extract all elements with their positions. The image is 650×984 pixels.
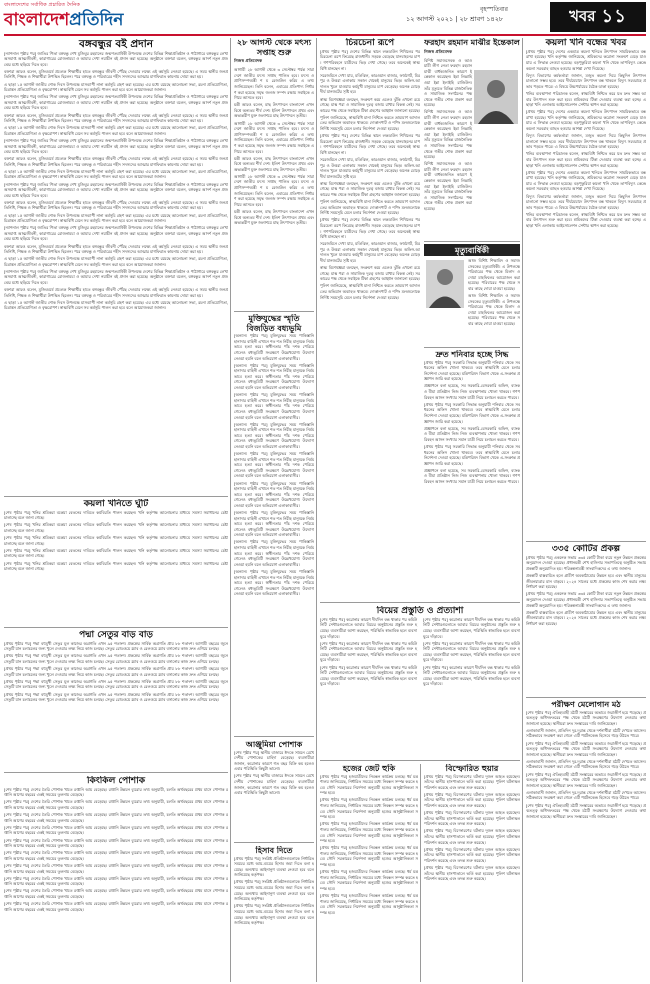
article-body <box>234 333 314 597</box>
paragraph: প্রকল্পটি বাস্তবায়িত হলে গ্রামীণ অবকাঠামোর উন্নয়ন হবে এবং স্থানীয় মানুষের জীবনযাত্রার মান বাড়বে। ২০২৪ সালের মধ্যে প্রকল্পের কাজ শেষ করার লক্ষ্য নির্ধারণ করা হয়েছে। <box>526 609 646 626</box>
headline: আঞ্জুমিয়া পোশাক <box>245 740 303 749</box>
paragraph: [প্রথম পৃষ্ঠার পর] হজযাত্রীদের নিবন্ধন কার্যক্রম চলছে। ধর্ম মন্ত্রণালয় জানিয়েছে, নির্ধারিত সময়ের মধ্যে নিবন্ধন সম্পন্ন করতে হবে। সৌদি সরকারের নির্দেশনা অনুযায়ী হজের আনুষ্ঠানিকতা সম্পন্ন হবে। <box>320 773 418 796</box>
paragraph: আজ বিশিষ্ট শিক্ষাবিদ ও সমাজসেবকের মৃত্যুবার্ষিকী। এ উপলক্ষে পরিবারের পক্ষ থেকে মিলাদ ও দোয়া মাহফিলের আয়োজন করা হয়েছে। পরিবারের পক্ষ থেকে সবার কাছে দোয়া চাওয়া হয়েছে। <box>468 293 520 327</box>
paragraph: [প্রথম পৃষ্ঠার পর] বিস্ফোরণের ঘটনায় দুজন আহত হয়েছেন। তাঁদের স্থানীয় হাসপাতালে ভর্তি করা হয়েছে। পুলিশ ঘটনাস্থল পরিদর্শন করেছে এবং তদন্ত শুরু করেছে। <box>424 865 520 882</box>
paragraph: বিশিষ্ট সমাজসেবক ও আওয়ামী লীগ নেতা ফরহাদ রহমান মাঝী বার্ধক্যজনিত কারণে ইন্তেকাল করেছেন। ইন্না লিল্লাহি ওয়া ইন্না ইলাইহি রাজিউন। তাঁর মৃত্যুতে বিভিন্ন রাজনৈতিক ও সামাজিক সংগঠনের পক্ষ থেকে গভীর শোক প্রকাশ করা হয়েছে। <box>424 109 472 160</box>
paragraph: [শেষ পৃষ্ঠার পর] স্থানীয় বাজারে ঈদকে সামনে রেখে দেশীয় পোশাকের চাহিদা বেড়েছে। ব্যবসায়ীরা জানান, করোনার কারণে গত বছর বিক্রি কম হলেও এবার পরিস্থিতি কিছুটা ভালো। <box>234 749 314 772</box>
paragraph: [প্রথম পৃষ্ঠার পর] হজযাত্রীদের নিবন্ধন কার্যক্রম চলছে। ধর্ম মন্ত্রণালয় জানিয়েছে, নির্ধারিত সময়ের মধ্যে নিবন্ধন সম্পন্ন করতে হবে। সৌদি সরকারের নির্দেশনা অনুযায়ী হজের আনুষ্ঠানিকতা সম্পন্ন হবে। <box>320 845 418 867</box>
article-body <box>424 360 520 485</box>
headline: ফরহাদ রহমান মাঝীর ইন্তেকাল <box>424 38 520 47</box>
headline: বিয়ের প্রস্তুতি ও প্রত্যাশা <box>376 606 464 616</box>
paragraph: [ন্যাশনাল পৃষ্ঠার পর] জাতির পিতা বঙ্গবন্ধু শেখ মুজিবুর রহমানের জন্মশতবার্ষিকী উপলক্ষে দেশের বিভিন্ন শিক্ষাপ্রতিষ্ঠান ও পাঠাগারে বঙ্গবন্ধুর লেখা অসমাপ্ত আত্মজীবনী, কারাগারের রোজনামচা ও আমার দেখা নয়াচীন বই প্রদান করা হয়েছে। অনুষ্ঠানে বক্তারা বলেন, বঙ্গবন্ধুর আদর্শ নতুন প্রজন্মের মধ্যে ছড়িয়ে দিতে হবে। <box>4 94 228 111</box>
anniversary-photo <box>426 260 464 308</box>
article-dress <box>234 740 314 840</box>
divider <box>234 736 314 737</box>
divider <box>424 347 520 348</box>
headline: কয়লা খনি বন্ধের খবর <box>545 38 627 48</box>
paragraph: [প্রথম পৃষ্ঠার পর] দেশের একমাত্র কয়লা খনিতে উৎপাদন সাময়িকভাবে বন্ধ রাখা হয়েছে। খনি কর্তৃপক্ষ জানিয়েছে, শ্রমিকদের করোনা সংক্রমণ বেড়ে যাওয়ায় এ সিদ্ধান্ত নেওয়া হয়েছে। বড়পুকুরিয়া কয়লা খনি থেকে তাপবিদ্যুৎ কেন্দ্রে কয়লা সরবরাহ ব্যাহত হওয়ার আশঙ্কা দেখা দিয়েছে। <box>526 109 646 132</box>
paragraph: পুলিশ জানিয়েছে, স্বাস্থ্যবিধি মানা নিশ্চিত করতে ভ্রাম্যমাণ আদালতের অভিযান অব্যাহত থাকবে। দোকানপাট ও শপিং মলগুলোকে নির্দিষ্ট সময়সূচি মেনে চলার নির্দেশনা দেওয়া হয়েছে। <box>320 283 420 300</box>
headline: হজের জেট হুকি <box>342 764 396 773</box>
article-garments <box>4 776 228 981</box>
paragraph: [প্রথম পৃষ্ঠার পর] পদ্মা বহুমুখী সেতুর মূল কাজের অগ্রগতি এখন ৯৫ শতাংশ। প্রকল্পের সার্বিক অগ্রগতি প্রায় ৮৮ শতাংশ। আগামী বছরের জুনে সেতুটি যান চলাচলের জন্য খুলে দেওয়ার লক্ষ্য নিয়ে কাজ চলছে। সেতুর রোডওয়ে স্ল্যাব ও রেলওয়ে স্ল্যাব বসানোর কাজ দ্রুত এগিয়ে চলছে। <box>4 666 228 677</box>
paragraph: [প্রথম পৃষ্ঠার পর] সংশ্লিষ্ট প্রতিষ্ঠানগুলোকে নির্ধারিত সময়ের মধ্যে আয়-ব্যয়ের হিসাব জমা দিতে বলা হয়েছে। অন্যথায় আইনানুগ ব্যবস্থা নেওয়া হবে বলে জানিয়েছে কর্তৃপক্ষ। <box>234 855 314 878</box>
paragraph: [প্রথম পৃষ্ঠার পর] দেশের একমাত্র কয়লা খনিতে উৎপাদন সাময়িকভাবে বন্ধ রাখা হয়েছে। খনি কর্তৃপক্ষ জানিয়েছে, শ্রমিকদের করোনা সংক্রমণ বেড়ে যাওয়ায় এ সিদ্ধান্ত নেওয়া হয়েছে। বড়পুকুরিয়া কয়লা খনি থেকে তাপবিদ্যুৎ কেন্দ্রে কয়লা সরবরাহ ব্যাহত হওয়ার আশঙ্কা দেখা দিয়েছে। <box>526 48 646 71</box>
article-monastery <box>526 700 646 982</box>
paragraph: প্রকল্পটি বাস্তবায়িত হলে গ্রামীণ অবকাঠামোর উন্নয়ন হবে এবং স্থানীয় মানুষের জীবনযাত্রার মান বাড়বে। ২০২৪ সালের মধ্যে প্রকল্পের কাজ শেষ করার লক্ষ্য নির্ধারণ করা হয়েছে। <box>526 573 646 590</box>
paragraph: স্বাস্থ্য বিশেষজ্ঞরা বলছেন, সংক্রমণ কমে এলেও ঝুঁকি এখনো রয়ে গেছে। মাস্ক পরা ও সামাজিক দূরত্ব বজায় রাখার বিকল্প নেই। সরকারের পক্ষ থেকে সবাইকে টিকা গ্রহণের আহ্বান জানানো হয়েছে। <box>320 180 420 198</box>
masthead <box>4 2 646 34</box>
paragraph: [শেষ পৃষ্ঠার পর] দেশের তৈরি পোশাক খাতে রপ্তানি আয় বেড়েছে। রপ্তানি উন্নয়ন ব্যুরোর তথ্য অনুযায়ী, চলতি অর্থবছরের প্রথম মাসে পোশাক রপ্তানি আগের বছরের একই সময়ের তুলনায় বেড়েছে। <box>4 824 228 836</box>
article-body <box>526 710 646 820</box>
column-divider <box>230 38 231 982</box>
paragraph: [শেষ পৃষ্ঠার পর] করোনার কারণে দীর্ঘদিন বন্ধ থাকার পর কমিউনিটি সেন্টারগুলোতে আবার বিয়ের অনুষ্ঠানের প্রস্তুতি শুরু হয়েছে। ব্যবসায়ীরা আশা করছেন, পরিস্থিতি স্বাভাবিক হলে ব্যবসা ঘুরে দাঁড়াবে। <box>423 616 520 639</box>
divider <box>234 311 314 312</box>
paragraph: এলাকাবাসী জানান, প্রতিদিন দূর-দূরান্ত থেকে দর্শনার্থীরা মঠটি দেখতে আসেন। সঠিকভাবে সংরক্ষণ করা গেলে এটি পর্যটনকেন্দ্র হিসেবে গড়ে উঠতে পারে। <box>526 727 646 739</box>
paragraph: আগামী ২৮ আগস্ট থেকে ৩ সেপ্টেম্বর পর্যন্ত সারা দেশে জাতীয় মৎস্য সপ্তাহ পালিত হবে। মৎস্য ও প্রাণিসম্পদমন্ত্রী শ ম রেজাউল করিম এ তথ্য জানিয়েছেন। তিনি বলেন, এবারের প্রতিপাদ্য নির্ধারণ করা হয়েছে সমৃদ্ধ জলজ সম্পদ রক্ষায় সবাইকে এগিয়ে আসতে হবে। <box>234 67 314 101</box>
section-label <box>550 2 646 32</box>
headline: বিস্ফোরিত হুয়ার <box>445 764 499 773</box>
masthead-rule <box>4 34 646 36</box>
divider <box>234 842 314 843</box>
article-body <box>4 641 228 703</box>
paragraph: [শেষ পৃষ্ঠার পর] স্থানীয় বাজারে ঈদকে সামনে রেখে দেশীয় পোশাকের চাহিদা বেড়েছে। ব্যবসায়ীরা জানান, করোনার কারণে গত বছর বিক্রি কম হলেও এবার পরিস্থিতি কিছুটা ভালো। <box>234 773 314 796</box>
article-body <box>320 774 418 916</box>
divider <box>4 772 228 773</box>
article-project <box>526 544 646 694</box>
paragraph: প্রজ্ঞাপনে বলা হয়েছে, সব সরকারি-বেসরকারি অফিস, ব্যাংক ও বীমা প্রতিষ্ঠান নিজ নিজ ব্যবস্থাপনায় খোলা থাকবে। গণপরিবহন আসন সংখ্যার সমান যাত্রী নিয়ে চলাচল করতে পারবে। <box>424 425 520 442</box>
paragraph: এলাকাবাসী জানান, প্রতিদিন দূর-দূরান্ত থেকে দর্শনার্থীরা মঠটি দেখতে আসেন। সঠিকভাবে সংরক্ষণ করা গেলে এটি পর্যটনকেন্দ্র হিসেবে গড়ে উঠতে পারে। <box>526 758 646 770</box>
portrait-image <box>474 70 518 124</box>
paragraph: [শেষ পৃষ্ঠার পর] দেশের তৈরি পোশাক খাতে রপ্তানি আয় বেড়েছে। রপ্তানি উন্নয়ন ব্যুরোর তথ্য অনুযায়ী, চলতি অর্থবছরের প্রথম মাসে পোশাক রপ্তানি আগের বছরের একই সময়ের তুলনায় বেড়েছে। <box>4 850 228 861</box>
paragraph: [প্রথম পৃষ্ঠার পর] পদ্মা বহুমুখী সেতুর মূল কাজের অগ্রগতি এখন ৯৫ শতাংশ। প্রকল্পের সার্বিক অগ্রগতি প্রায় ৮৮ শতাংশ। আগামী বছরের জুনে সেতুটি যান চলাচলের জন্য খুলে দেওয়ার লক্ষ্য নিয়ে কাজ চলছে। সেতুর রোডওয়ে স্ল্যাব ও রেলওয়ে স্ল্যাব বসানোর কাজ দ্রুত এগিয়ে চলছে। <box>4 691 228 703</box>
paragraph: [শেষ পৃষ্ঠার পর] দেশের তৈরি পোশাক খাতে রপ্তানি আয় বেড়েছে। রপ্তানি উন্নয়ন ব্যুরোর তথ্য অনুযায়ী, চলতি অর্থবছরের প্রথম মাসে পোশাক রপ্তানি আগের বছরের একই সময়ের তুলনায় বেড়েছে। <box>4 812 228 823</box>
paragraph: [ন্যাশনাল পৃষ্ঠার পর] জাতির পিতা বঙ্গবন্ধু শেখ মুজিবুর রহমানের জন্মশতবার্ষিকী উপলক্ষে দেশের বিভিন্ন শিক্ষাপ্রতিষ্ঠান ও পাঠাগারে বঙ্গবন্ধুর লেখা অসমাপ্ত আত্মজীবনী, কারাগারের রোজনামচা ও আমার দেখা নয়াচীন বই প্রদান করা হয়েছে। অনুষ্ঠানে বক্তারা বলেন, বঙ্গবন্ধুর আদর্শ নতুন প্রজন্মের মধ্যে ছড়িয়ে দিতে হবে। <box>4 50 228 67</box>
paragraph: [শেষ পৃষ্ঠার পর] ঐতিহ্যবাহী মঠটি সংস্কারের অভাবে জরাজীর্ণ হয়ে পড়েছে। প্রত্নতত্ত্ব অধিদফতরের পক্ষ থেকে মঠটি সংরক্ষণের উদ্যোগ নেওয়ার কথা জানানো হয়েছে। স্থানীয়রা দ্রুত সংস্কারের দাবি জানিয়েছেন। <box>526 771 646 788</box>
paragraph: [অন্যান্য পৃষ্ঠার পর] মুক্তিযুদ্ধের সময় পাকিস্তানি হানাদার বাহিনী এখানে শত শত নিরীহ মানুষকে নির্মমভাবে হত্যা করে। স্বাধীনতার পাঁচ দশক পেরিয়ে গেলেও বধ্যভূমিটি সংরক্ষণে উল্লেখযোগ্য উদ্যোগ নেওয়া হয়নি বলে অভিযোগ এলাকাবাসীর। <box>234 480 314 508</box>
article-body <box>424 58 472 212</box>
paragraph: [ন্যাশনাল পৃষ্ঠার পর] জাতির পিতা বঙ্গবন্ধু শেখ মুজিবুর রহমানের জন্মশতবার্ষিকী উপলক্ষে দেশের বিভিন্ন শিক্ষাপ্রতিষ্ঠান ও পাঠাগারে বঙ্গবন্ধুর লেখা অসমাপ্ত আত্মজীবনী, কারাগারের রোজনামচা ও আমার দেখা নয়াচীন বই প্রদান করা হয়েছে। অনুষ্ঠানে বক্তারা বলেন, বঙ্গবন্ধুর আদর্শ নতুন প্রজন্মের মধ্যে ছড়িয়ে দিতে হবে। <box>4 225 228 242</box>
section-name: খবর <box>569 6 596 25</box>
paragraph: বক্তারা আরও বলেন, মুজিববর্ষে প্রত্যেক শিক্ষার্থীর হাতে বঙ্গবন্ধুর জীবনী পৌঁছে দেওয়ার লক্ষ্যে এই কর্মসূচি নেওয়া হয়েছে। এ সময় স্থানীয় জনপ্রতিনিধি, শিক্ষক ও শিক্ষার্থীরা উপস্থিত ছিলেন। পরে বঙ্গবন্ধু ও পরিবারের শহীদ সদস্যদের আত্মার মাগফিরাত কামনায় দোয়া করা হয়। <box>4 287 228 298</box>
article-body <box>4 51 228 311</box>
article-body <box>234 750 314 796</box>
paragraph: বিশিষ্ট সমাজসেবক ও আওয়ামী লীগ নেতা ফরহাদ রহমান মাঝী বার্ধক্যজনিত কারণে ইন্তেকাল করেছেন। ইন্না লিল্লাহি ওয়া ইন্না ইলাইহি রাজিউন। তাঁর মৃত্যুতে বিভিন্ন রাজনৈতিক ও সামাজিক সংগঠনের পক্ষ থেকে গভীর শোক প্রকাশ করা হয়েছে। <box>424 57 472 108</box>
article-body <box>320 617 520 689</box>
paragraph: [অন্যান্য পৃষ্ঠার পর] মুক্তিযুদ্ধের সময় পাকিস্তানি হানাদার বাহিনী এখানে শত শত নিরীহ মানুষকে নির্মমভাবে হত্যা করে। স্বাধীনতার পাঁচ দশক পেরিয়ে গেলেও বধ্যভূমিটি সংরক্ষণে উল্লেখযোগ্য উদ্যোগ নেওয়া হয়নি বলে অভিযোগ এলাকাবাসীর। <box>234 539 314 567</box>
paragraph: বিদ্যুৎ বিভাগের কর্মকর্তারা জানান, মজুত কয়লা দিয়ে কিছুদিন উৎপাদন চালানো সম্ভব হবে। তবে দীর্ঘমেয়াদে উৎপাদন বন্ধ থাকলে বিদ্যুৎ সরবরাহে প্রভাব পড়তে পারে। এ বিষয়ে উচ্চপর্যায়ের বৈঠক ডাকা হয়েছে। <box>526 193 646 210</box>
article-familiar-look <box>320 38 420 598</box>
paragraph: [প্রথম পৃষ্ঠার পর] পদ্মা বহুমুখী সেতুর মূল কাজের অগ্রগতি এখন ৯৫ শতাংশ। প্রকল্পের সার্বিক অগ্রগতি প্রায় ৮৮ শতাংশ। আগামী বছরের জুনে সেতুটি যান চলাচলের জন্য খুলে দেওয়ার লক্ষ্য নিয়ে কাজ চলছে। সেতুর রোডওয়ে স্ল্যাব ও রেলওয়ে স্ল্যাব বসানোর কাজ দ্রুত এগিয়ে চলছে। <box>4 678 228 690</box>
divider <box>320 760 520 761</box>
paragraph: প্রজ্ঞাপনে বলা হয়েছে, সব সরকারি-বেসরকারি অফিস, ব্যাংক ও বীমা প্রতিষ্ঠান নিজ নিজ ব্যবস্থাপনায় খোলা থাকবে। গণপরিবহন আসন সংখ্যার সমান যাত্রী নিয়ে চলাচল করতে পারবে। <box>424 467 520 484</box>
headline: চিরচেনা রূপে <box>345 38 395 48</box>
headline: মৃত্যুবার্ষিকী <box>424 244 520 256</box>
paragraph: [প্রথম পৃষ্ঠার পর] পদ্মা বহুমুখী সেতুর মূল কাজের অগ্রগতি এখন ৯৫ শতাংশ। প্রকল্পের সার্বিক অগ্রগতি প্রায় ৮৮ শতাংশ। আগামী বছরের জুনে সেতুটি যান চলাচলের জন্য খুলে দেওয়ার লক্ষ্য নিয়ে কাজ চলছে। সেতুর রোডওয়ে স্ল্যাব ও রেলওয়ে স্ল্যাব বসানোর কাজ দ্রুত এগিয়ে চলছে। <box>4 653 228 665</box>
paragraph: [শেষ পৃষ্ঠার পর] করোনার কারণে দীর্ঘদিন বন্ধ থাকার পর কমিউনিটি সেন্টারগুলোতে আবার বিয়ের অনুষ্ঠানের প্রস্তুতি শুরু হয়েছে। ব্যবসায়ীরা আশা করছেন, পরিস্থিতি স্বাভাবিক হলে ব্যবসা ঘুরে দাঁড়াবে। <box>320 664 417 687</box>
paragraph: স্বাস্থ্য বিশেষজ্ঞরা বলছেন, সংক্রমণ কমে এলেও ঝুঁকি এখনো রয়ে গেছে। মাস্ক পরা ও সামাজিক দূরত্ব বজায় রাখার বিকল্প নেই। সরকারের পক্ষ থেকে সবাইকে টিকা গ্রহণের আহ্বান জানানো হয়েছে। <box>320 265 420 282</box>
paragraph: সরেজমিনে দেখা যায়, মতিঝিল, কারওয়ান বাজার, ফার্মগেট, মিরপুর ও উত্তরা এলাকায় সকাল থেকেই মানুষের ভিড়। অফিস-আদালত খুলে যাওয়ায় কর্মমুখী মানুষের চাপ বেড়েছে। অনেক মোড়ে দীর্ঘ যানজটের সৃষ্টি হয়। <box>320 72 420 95</box>
paragraph: [ন্যাশনাল পৃষ্ঠার পর] জাতির পিতা বঙ্গবন্ধু শেখ মুজিবুর রহমানের জন্মশতবার্ষিকী উপলক্ষে দেশের বিভিন্ন শিক্ষাপ্রতিষ্ঠান ও পাঠাগারে বঙ্গবন্ধুর লেখা অসমাপ্ত আত্মজীবনী, কারাগারের রোজনামচা ও আমার দেখা নয়াচীন বই প্রদান করা হয়েছে। অনুষ্ঠানে বক্তারা বলেন, বঙ্গবন্ধুর আদর্শ নতুন প্রজন্মের মধ্যে ছড়িয়ে দিতে হবে। <box>4 268 228 286</box>
paragraph: মন্ত্রী আরও বলেন, মাছ উৎপাদনে বাংলাদেশ এখন বিশ্বে অন্যতম শীর্ষ দেশ। ইলিশ উৎপাদনে প্রথম এবং অভ্যন্তরীণ মুক্ত জলাশয়ে মাছ উৎপাদনে তৃতীয়। <box>234 102 314 119</box>
paragraph: [শেষ পৃষ্ঠার পর] করোনার কারণে দীর্ঘদিন বন্ধ থাকার পর কমিউনিটি সেন্টারগুলোতে আবার বিয়ের অনুষ্ঠানের প্রস্তুতি শুরু হয়েছে। ব্যবসায়ীরা আশা করছেন, পরিস্থিতি স্বাভাবিক হলে ব্যবসা ঘুরে দাঁড়াবে। <box>423 664 520 687</box>
article-obituary <box>424 38 520 238</box>
paragraph: [প্রথম পৃষ্ঠার পর] বিস্ফোরণের ঘটনায় দুজন আহত হয়েছেন। তাঁদের স্থানীয় হাসপাতালে ভর্তি করা হয়েছে। পুলিশ ঘটনাস্থল পরিদর্শন করেছে এবং তদন্ত শুরু করেছে। <box>424 846 520 863</box>
paragraph: স্বাস্থ্য বিশেষজ্ঞরা বলছেন, সংক্রমণ কমে এলেও ঝুঁকি এখনো রয়ে গেছে। মাস্ক পরা ও সামাজিক দূরত্ব বজায় রাখার বিকল্প নেই। সরকারের পক্ষ থেকে সবাইকে টিকা গ্রহণের আহ্বান জানানো হয়েছে। <box>320 96 420 113</box>
date-line: ১২ আগস্ট ২০২১ | ২৮ শ্রাবণ ১৪২৮ <box>406 15 504 23</box>
paragraph: [অন্যান্য পৃষ্ঠার পর] মুক্তিযুদ্ধের সময় পাকিস্তানি হানাদার বাহিনী এখানে শত শত নিরীহ মানুষকে নির্মমভাবে হত্যা করে। স্বাধীনতার পাঁচ দশক পেরিয়ে গেলেও বধ্যভূমিটি সংরক্ষণে উল্লেখযোগ্য উদ্যোগ নেওয়া হয়নি বলে অভিযোগ এলাকাবাসীর। <box>234 510 314 538</box>
article-body <box>526 555 646 627</box>
byline: নিজস্ব প্রতিবেদক <box>424 48 453 54</box>
paragraph: সরেজমিনে দেখা যায়, মতিঝিল, কারওয়ান বাজার, ফার্মগেট, মিরপুর ও উত্তরা এলাকায় সকাল থেকেই মানুষের ভিড়। অফিস-আদালত খুলে যাওয়ায় কর্মমুখী মানুষের চাপ বেড়েছে। অনেক মোড়ে দীর্ঘ যানজটের সৃষ্টি হয়। <box>320 241 420 264</box>
paragraph: [অন্যান্য পৃষ্ঠার পর] মুক্তিযুদ্ধের সময় পাকিস্তানি হানাদার বাহিনী এখানে শত শত নিরীহ মানুষকে নির্মমভাবে হত্যা করে। স্বাধীনতার পাঁচ দশক পেরিয়ে গেলেও বধ্যভূমিটি সংরক্ষণে উল্লেখযোগ্য উদ্যোগ নেওয়া হয়নি বলে অভিযোগ এলাকাবাসীর। <box>234 568 314 597</box>
paragraph: এ ছাড়া ১৫ আগস্ট জাতীয় শোক দিবস উপলক্ষে মাসব্যাপী নানা কর্মসূচি গ্রহণ করা হয়েছে। এর মধ্যে রয়েছে আলোচনা সভা, রচনা প্রতিযোগিতা, চিত্রাঙ্কন প্রতিযোগিতা ও বৃক্ষরোপণ। স্বাস্থ্যবিধি মেনে সব কর্মসূচি পালন করা হবে বলে আয়োজকরা জানান। <box>4 212 228 224</box>
headline: বঙ্গবন্ধুর বই প্রদান <box>78 38 154 50</box>
column-divider <box>522 38 523 982</box>
paragraph: [শেষ পৃষ্ঠার পর] দেশের তৈরি পোশাক খাতে রপ্তানি আয় বেড়েছে। রপ্তানি উন্নয়ন ব্যুরোর তথ্য অনুযায়ী, চলতি অর্থবছরের প্রথম মাসে পোশাক রপ্তানি আগের বছরের একই সময়ের তুলনায় বেড়েছে। <box>4 888 228 899</box>
paragraph: [প্রথম পৃষ্ঠার পর] দেশের বিভিন্ন স্থানে লকডাউন শিথিলের পর চিরচেনা রূপে ফিরেছে রাজধানী। সড়কে বেড়েছে যানবাহনের চাপ। গণপরিবহনে যাত্রীদের ভিড় দেখা গেছে। তবে অনেকেই স্বাস্থ্যবিধি মানছেন না। <box>320 48 420 71</box>
paragraph: [প্রথম পৃষ্ঠার পর] হজযাত্রীদের নিবন্ধন কার্যক্রম চলছে। ধর্ম মন্ত্রণালয় জানিয়েছে, নির্ধারিত সময়ের মধ্যে নিবন্ধন সম্পন্ন করতে হবে। সৌদি সরকারের নির্দেশনা অনুযায়ী হজের আনুষ্ঠানিকতা সম্পন্ন হবে। <box>320 821 418 844</box>
paragraph: [শেষ পৃষ্ঠার পর] খনির শ্রমিকরা বকেয়া বেতনের দাবিতে কর্মবিরতি পালন করছেন। খনি কর্তৃপক্ষ আলোচনার মাধ্যমে সমস্যা সমাধানের চেষ্টা চালাচ্ছে বলে জানা গেছে। <box>4 509 228 521</box>
newspaper-logo[interactable] <box>4 2 164 30</box>
paragraph: [শেষ পৃষ্ঠার পর] খনির শ্রমিকরা বকেয়া বেতনের দাবিতে কর্মবিরতি পালন করছেন। খনি কর্তৃপক্ষ আলোচনার মাধ্যমে সমস্যা সমাধানের চেষ্টা চালাচ্ছে বলে জানা গেছে। <box>4 547 228 559</box>
portrait-image <box>426 260 464 308</box>
paragraph: [ন্যাশনাল পৃষ্ঠার পর] জাতির পিতা বঙ্গবন্ধু শেখ মুজিবুর রহমানের জন্মশতবার্ষিকী উপলক্ষে দেশের বিভিন্ন শিক্ষাপ্রতিষ্ঠান ও পাঠাগারে বঙ্গবন্ধুর লেখা অসমাপ্ত আত্মজীবনী, কারাগারের রোজনামচা ও আমার দেখা নয়াচীন বই প্রদান করা হয়েছে। অনুষ্ঠানে বক্তারা বলেন, বঙ্গবন্ধুর আদর্শ নতুন প্রজন্মের মধ্যে ছড়িয়ে দিতে হবে। <box>4 137 228 155</box>
paragraph: [শেষ পৃষ্ঠার পর] করোনার কারণে দীর্ঘদিন বন্ধ থাকার পর কমিউনিটি সেন্টারগুলোতে আবার বিয়ের অনুষ্ঠানের প্রস্তুতি শুরু হয়েছে। ব্যবসায়ীরা আশা করছেন, পরিস্থিতি স্বাভাবিক হলে ব্যবসা ঘুরে দাঁড়াবে। <box>423 640 520 663</box>
paragraph: বিদ্যুৎ বিভাগের কর্মকর্তারা জানান, মজুত কয়লা দিয়ে কিছুদিন উৎপাদন চালানো সম্ভব হবে। তবে দীর্ঘমেয়াদে উৎপাদন বন্ধ থাকলে বিদ্যুৎ সরবরাহে প্রভাব পড়তে পারে। এ বিষয়ে উচ্চপর্যায়ের বৈঠক ডাকা হয়েছে। <box>526 133 646 150</box>
paragraph: প্রজ্ঞাপনে বলা হয়েছে, সব সরকারি-বেসরকারি অফিস, ব্যাংক ও বীমা প্রতিষ্ঠান নিজ নিজ ব্যবস্থাপনায় খোলা থাকবে। গণপরিবহন আসন সংখ্যার সমান যাত্রী নিয়ে চলাচল করতে পারবে। <box>424 383 520 400</box>
paragraph: [অন্যান্য পৃষ্ঠার পর] মুক্তিযুদ্ধের সময় পাকিস্তানি হানাদার বাহিনী এখানে শত শত নিরীহ মানুষকে নির্মমভাবে হত্যা করে। স্বাধীনতার পাঁচ দশক পেরিয়ে গেলেও বধ্যভূমিটি সংরক্ষণে উল্লেখযোগ্য উদ্যোগ নেওয়া হয়নি বলে অভিযোগ এলাকাবাসীর। <box>234 421 314 449</box>
headline: পরীক্ষণ মেলোগান মঠ <box>551 700 621 709</box>
paragraph: [শেষ পৃষ্ঠার পর] দেশের তৈরি পোশাক খাতে রপ্তানি আয় বেড়েছে। রপ্তানি উন্নয়ন ব্যুরোর তথ্য অনুযায়ী, চলতি অর্থবছরের প্রথম মাসে পোশাক রপ্তানি আগের বছরের একই সময়ের তুলনায় বেড়েছে। <box>4 786 228 798</box>
paragraph: [প্রথম পৃষ্ঠার পর] হজযাত্রীদের নিবন্ধন কার্যক্রম চলছে। ধর্ম মন্ত্রণালয় জানিয়েছে, নির্ধারিত সময়ের মধ্যে নিবন্ধন সম্পন্ন করতে হবে। সৌদি সরকারের নির্দেশনা অনুযায়ী হজের আনুষ্ঠানিকতা সম্পন্ন হবে। <box>320 797 418 820</box>
headline: কয়লা খনিতে ঘুঁটি <box>83 499 149 509</box>
paragraph: আগামী ২৮ আগস্ট থেকে ৩ সেপ্টেম্বর পর্যন্ত সারা দেশে জাতীয় মৎস্য সপ্তাহ পালিত হবে। মৎস্য ও প্রাণিসম্পদমন্ত্রী শ ম রেজাউল করিম এ তথ্য জানিয়েছেন। তিনি বলেন, এবারের প্রতিপাদ্য নির্ধারণ করা হয়েছে সমৃদ্ধ জলজ সম্পদ রক্ষায় সবাইকে এগিয়ে আসতে হবে। <box>234 173 314 207</box>
paragraph: [অন্যান্য পৃষ্ঠার পর] মুক্তিযুদ্ধের সময় পাকিস্তানি হানাদার বাহিনী এখানে শত শত নিরীহ মানুষকে নির্মমভাবে হত্যা করে। স্বাধীনতার পাঁচ দশক পেরিয়ে গেলেও বধ্যভূমিটি সংরক্ষণে উল্লেখযোগ্য উদ্যোগ নেওয়া হয়নি বলে অভিযোগ এলাকাবাসীর। <box>234 451 314 479</box>
paragraph: বক্তারা আরও বলেন, মুজিববর্ষে প্রত্যেক শিক্ষার্থীর হাতে বঙ্গবন্ধুর জীবনী পৌঁছে দেওয়ার লক্ষ্যে এই কর্মসূচি নেওয়া হয়েছে। এ সময় স্থানীয় জনপ্রতিনিধি, শিক্ষক ও শিক্ষার্থীরা উপস্থিত ছিলেন। পরে বঙ্গবন্ধু ও পরিবারের শহীদ সদস্যদের আত্মার মাগফিরাত কামনায় দোয়া করা হয়। <box>4 112 228 124</box>
logo-wordmark <box>4 10 164 30</box>
paragraph: [শেষ পৃষ্ঠার পর] খনির শ্রমিকরা বকেয়া বেতনের দাবিতে কর্মবিরতি পালন করছেন। খনি কর্তৃপক্ষ আলোচনার মাধ্যমে সমস্যা সমাধানের চেষ্টা চালাচ্ছে বলে জানা গেছে। <box>4 560 228 572</box>
paragraph: বক্তারা আরও বলেন, মুজিববর্ষে প্রত্যেক শিক্ষার্থীর হাতে বঙ্গবন্ধুর জীবনী পৌঁছে দেওয়ার লক্ষ্যে এই কর্মসূচি নেওয়া হয়েছে। এ সময় স্থানীয় জনপ্রতিনিধি, শিক্ষক ও শিক্ষার্থীরা উপস্থিত ছিলেন। পরে বঙ্গবন্ধু ও পরিবারের শহীদ সদস্যদের আত্মার মাগফিরাত কামনায় দোয়া করা হয়। <box>4 243 228 255</box>
paragraph: বক্তারা আরও বলেন, মুজিববর্ষে প্রত্যেক শিক্ষার্থীর হাতে বঙ্গবন্ধুর জীবনী পৌঁছে দেওয়ার লক্ষ্যে এই কর্মসূচি নেওয়া হয়েছে। এ সময় স্থানীয় জনপ্রতিনিধি, শিক্ষক ও শিক্ষার্থীরা উপস্থিত ছিলেন। পরে বঙ্গবন্ধু ও পরিবারের শহীদ সদস্যদের আত্মার মাগফিরাত কামনায় দোয়া করা হয়। <box>4 68 228 80</box>
paragraph: এ ছাড়া ১৫ আগস্ট জাতীয় শোক দিবস উপলক্ষে মাসব্যাপী নানা কর্মসূচি গ্রহণ করা হয়েছে। এর মধ্যে রয়েছে আলোচনা সভা, রচনা প্রতিযোগিতা, চিত্রাঙ্কন প্রতিযোগিতা ও বৃক্ষরোপণ। স্বাস্থ্যবিধি মেনে সব কর্মসূচি পালন করা হবে বলে আয়োজকরা জানান। <box>4 125 228 136</box>
paragraph: [প্রথম পৃষ্ঠার পর] বিস্ফোরণের ঘটনায় দুজন আহত হয়েছেন। তাঁদের স্থানীয় হাসপাতালে ভর্তি করা হয়েছে। পুলিশ ঘটনাস্থল পরিদর্শন করেছে এবং তদন্ত শুরু করেছে। <box>424 828 520 845</box>
paragraph: আজ বিশিষ্ট শিক্ষাবিদ ও সমাজসেবকের মৃত্যুবার্ষিকী। এ উপলক্ষে পরিবারের পক্ষ থেকে মিলাদ ও দোয়া মাহফিলের আয়োজন করা হয়েছে। পরিবারের পক্ষ থেকে সবার কাছে দোয়া চাওয়া হয়েছে। <box>468 258 520 291</box>
paragraph: [প্রথম পৃষ্ঠার পর] সংশ্লিষ্ট প্রতিষ্ঠানগুলোকে নির্ধারিত সময়ের মধ্যে আয়-ব্যয়ের হিসাব জমা দিতে বলা হয়েছে। অন্যথায় আইনানুগ ব্যবস্থা নেওয়া হবে বলে জানিয়েছে কর্তৃপক্ষ। <box>234 903 314 926</box>
paragraph: মন্ত্রী আরও বলেন, মাছ উৎপাদনে বাংলাদেশ এখন বিশ্বে অন্যতম শীর্ষ দেশ। ইলিশ উৎপাদনে প্রথম এবং অভ্যন্তরীণ মুক্ত জলাশয়ে মাছ উৎপাদনে তৃতীয়। <box>234 155 314 172</box>
paragraph: পুলিশ জানিয়েছে, স্বাস্থ্যবিধি মানা নিশ্চিত করতে ভ্রাম্যমাণ আদালতের অভিযান অব্যাহত থাকবে। দোকানপাট ও শপিং মলগুলোকে নির্দিষ্ট সময়সূচি মেনে চলার নির্দেশনা দেওয়া হয়েছে। <box>320 114 420 132</box>
paragraph: [প্রথম পৃষ্ঠার পর] একনেক সভায় ৩৩৫ কোটি টাকা ব্যয়ে নতুন উন্নয়ন প্রকল্পের অনুমোদন দেওয়া হয়েছে। প্রধানমন্ত্রী শেখ হাসিনার সভাপতিত্বে অনুষ্ঠিত সভায় প্রকল্পটি অনুমোদিত হয়। পরিকল্পনামন্ত্রী সাংবাদিকদের এ তথ্য জানান। <box>526 591 646 608</box>
paragraph: বিশিষ্ট সমাজসেবক ও আওয়ামী লীগ নেতা ফরহাদ রহমান মাঝী বার্ধক্যজনিত কারণে ইন্তেকাল করেছেন। ইন্না লিল্লাহি ওয়া ইন্না ইলাইহি রাজিউন। তাঁর মৃত্যুতে বিভিন্ন রাজনৈতিক ও সামাজিক সংগঠনের পক্ষ থেকে গভীর শোক প্রকাশ করা হয়েছে। <box>424 161 472 212</box>
divider <box>320 602 520 603</box>
paragraph: মন্ত্রী আরও বলেন, মাছ উৎপাদনে বাংলাদেশ এখন বিশ্বে অন্যতম শীর্ষ দেশ। ইলিশ উৎপাদনে প্রথম এবং অভ্যন্তরীণ মুক্ত জলাশয়ে মাছ উৎপাদনে তৃতীয়। <box>234 208 314 226</box>
divider <box>4 496 228 497</box>
headline: কিংকিল পোশাক <box>86 776 146 786</box>
paragraph: খনির ব্যবস্থাপনা পরিচালক বলেন, স্বাস্থ্যবিধি নিশ্চিত করে যত দ্রুত সম্ভব আবার উৎপাদন শুরু করা হবে। শ্রমিকদের টিকা দেওয়ার ব্যবস্থা করা হচ্ছে। এ ছাড়া খনি এলাকায় আইসোলেশন সেন্টার স্থাপন করা হয়েছে। <box>526 151 646 168</box>
paragraph: বিদ্যুৎ বিভাগের কর্মকর্তারা জানান, মজুত কয়লা দিয়ে কিছুদিন উৎপাদন চালানো সম্ভব হবে। তবে দীর্ঘমেয়াদে উৎপাদন বন্ধ থাকলে বিদ্যুৎ সরবরাহে প্রভাব পড়তে পারে। এ বিষয়ে উচ্চপর্যায়ের বৈঠক ডাকা হয়েছে। <box>526 72 646 89</box>
paragraph: বক্তারা আরও বলেন, মুজিববর্ষে প্রত্যেক শিক্ষার্থীর হাতে বঙ্গবন্ধুর জীবনী পৌঁছে দেওয়ার লক্ষ্যে এই কর্মসূচি নেওয়া হয়েছে। এ সময় স্থানীয় জনপ্রতিনিধি, শিক্ষক ও শিক্ষার্থীরা উপস্থিত ছিলেন। পরে বঙ্গবন্ধু ও পরিবারের শহীদ সদস্যদের আত্মার মাগফিরাত কামনায় দোয়া করা হয়। <box>4 199 228 211</box>
paragraph: [শেষ পৃষ্ঠার পর] দেশের তৈরি পোশাক খাতে রপ্তানি আয় বেড়েছে। রপ্তানি উন্নয়ন ব্যুরোর তথ্য অনুযায়ী, চলতি অর্থবছরের প্রথম মাসে পোশাক রপ্তানি আগের বছরের একই সময়ের তুলনায় বেড়েছে। <box>4 862 228 874</box>
article-coal-mine <box>526 38 646 538</box>
paragraph: [প্রথম পৃষ্ঠার পর] পদ্মা বহুমুখী সেতুর মূল কাজের অগ্রগতি এখন ৯৫ শতাংশ। প্রকল্পের সার্বিক অগ্রগতি প্রায় ৮৮ শতাংশ। আগামী বছরের জুনে সেতুটি যান চলাচলের জন্য খুলে দেওয়ার লক্ষ্য নিয়ে কাজ চলছে। সেতুর রোডওয়ে স্ল্যাব ও রেলওয়ে স্ল্যাব বসানোর কাজ দ্রুত এগিয়ে চলছে। <box>4 640 228 652</box>
paragraph: [প্রথম পৃষ্ঠার পর] দেশের একমাত্র কয়লা খনিতে উৎপাদন সাময়িকভাবে বন্ধ রাখা হয়েছে। খনি কর্তৃপক্ষ জানিয়েছে, শ্রমিকদের করোনা সংক্রমণ বেড়ে যাওয়ায় এ সিদ্ধান্ত নেওয়া হয়েছে। বড়পুকুরিয়া কয়লা খনি থেকে তাপবিদ্যুৎ কেন্দ্রে কয়লা সরবরাহ ব্যাহত হওয়ার আশঙ্কা দেখা দিয়েছে। <box>526 169 646 192</box>
paragraph: [শেষ পৃষ্ঠার পর] দেশের তৈরি পোশাক খাতে রপ্তানি আয় বেড়েছে। রপ্তানি উন্নয়ন ব্যুরোর তথ্য অনুযায়ী, চলতি অর্থবছরের প্রথম মাসে পোশাক রপ্তানি আগের বছরের একই সময়ের তুলনায় বেড়েছে। <box>4 837 228 849</box>
paragraph: [শেষ পৃষ্ঠার পর] করোনার কারণে দীর্ঘদিন বন্ধ থাকার পর কমিউনিটি সেন্টারগুলোতে আবার বিয়ের অনুষ্ঠানের প্রস্তুতি শুরু হয়েছে। ব্যবসায়ীরা আশা করছেন, পরিস্থিতি স্বাভাবিক হলে ব্যবসা ঘুরে দাঁড়াবে। <box>320 640 417 663</box>
paragraph: [শেষ পৃষ্ঠার পর] দেশের তৈরি পোশাক খাতে রপ্তানি আয় বেড়েছে। রপ্তানি উন্নয়ন ব্যুরোর তথ্য অনুযায়ী, চলতি অর্থবছরের প্রথম মাসে পোশাক রপ্তানি আগের বছরের একই সময়ের তুলনায় বেড়েছে। <box>4 900 228 912</box>
paragraph: [অন্যান্য পৃষ্ঠার পর] মুক্তিযুদ্ধের সময় পাকিস্তানি হানাদার বাহিনী এখানে শত শত নিরীহ মানুষকে নির্মমভাবে হত্যা করে। স্বাধীনতার পাঁচ দশক পেরিয়ে গেলেও বধ্যভূমিটি সংরক্ষণে উল্লেখযোগ্য উদ্যোগ নেওয়া হয়নি বলে অভিযোগ এলাকাবাসীর। <box>234 392 314 420</box>
paragraph: [অন্যান্য পৃষ্ঠার পর] মুক্তিযুদ্ধের সময় পাকিস্তানি হানাদার বাহিনী এখানে শত শত নিরীহ মানুষকে নির্মমভাবে হত্যা করে। স্বাধীনতার পাঁচ দশক পেরিয়ে গেলেও বধ্যভূমিটি সংরক্ষণে উল্লেখযোগ্য উদ্যোগ নেওয়া হয়নি বলে অভিযোগ এলাকাবাসীর। <box>234 362 314 391</box>
paragraph: এ ছাড়া ১৫ আগস্ট জাতীয় শোক দিবস উপলক্ষে মাসব্যাপী নানা কর্মসূচি গ্রহণ করা হয়েছে। এর মধ্যে রয়েছে আলোচনা সভা, রচনা প্রতিযোগিতা, চিত্রাঙ্কন প্রতিযোগিতা ও বৃক্ষরোপণ। স্বাস্থ্যবিধি মেনে সব কর্মসূচি পালন করা হবে বলে আয়োজকরা জানান। <box>4 256 228 267</box>
paragraph: [প্রথম পৃষ্ঠার পর] হজযাত্রীদের নিবন্ধন কার্যক্রম চলছে। ধর্ম মন্ত্রণালয় জানিয়েছে, নির্ধারিত সময়ের মধ্যে নিবন্ধন সম্পন্ন করতে হবে। সৌদি সরকারের নির্দেশনা অনুযায়ী হজের আনুষ্ঠানিকতা সম্পন্ন হবে। <box>320 892 418 915</box>
paragraph: [শেষ পৃষ্ঠার পর] খনির শ্রমিকরা বকেয়া বেতনের দাবিতে কর্মবিরতি পালন করছেন। খনি কর্তৃপক্ষ আলোচনার মাধ্যমে সমস্যা সমাধানের চেষ্টা চালাচ্ছে বলে জানা গেছে। <box>4 522 228 534</box>
article-body <box>468 258 520 327</box>
paragraph: [প্রথম পৃষ্ঠার পর] বিস্ফোরণের ঘটনায় দুজন আহত হয়েছেন। তাঁদের স্থানীয় হাসপাতালে ভর্তি করা হয়েছে। পুলিশ ঘটনাস্থল পরিদর্শন করেছে এবং তদন্ত শুরু করেছে। <box>424 810 520 827</box>
headline: পদ্মা সেতুর বাড় বাড় <box>79 630 153 640</box>
obituary-photo <box>474 70 518 124</box>
article-fish-week <box>234 38 314 308</box>
divider <box>424 241 520 242</box>
paragraph: [প্রথম পৃষ্ঠার পর] হজযাত্রীদের নিবন্ধন কার্যক্রম চলছে। ধর্ম মন্ত্রণালয় জানিয়েছে, নির্ধারিত সময়ের মধ্যে নিবন্ধন সম্পন্ন করতে হবে। সৌদি সরকারের নির্দেশনা অনুযায়ী হজের আনুষ্ঠানিকতা সম্পন্ন হবে। <box>320 869 418 891</box>
paragraph: এ ছাড়া ১৫ আগস্ট জাতীয় শোক দিবস উপলক্ষে মাসব্যাপী নানা কর্মসূচি গ্রহণ করা হয়েছে। এর মধ্যে রয়েছে আলোচনা সভা, রচনা প্রতিযোগিতা, চিত্রাঙ্কন প্রতিযোগিতা ও বৃক্ষরোপণ। স্বাস্থ্যবিধি মেনে সব কর্মসূচি পালন করা হবে বলে আয়োজকরা জানান। <box>4 299 228 311</box>
paragraph: [ন্যাশনাল পৃষ্ঠার পর] জাতির পিতা বঙ্গবন্ধু শেখ মুজিবুর রহমানের জন্মশতবার্ষিকী উপলক্ষে দেশের বিভিন্ন শিক্ষাপ্রতিষ্ঠান ও পাঠাগারে বঙ্গবন্ধুর লেখা অসমাপ্ত আত্মজীবনী, কারাগারের রোজনামচা ও আমার দেখা নয়াচীন বই প্রদান করা হয়েছে। অনুষ্ঠানে বক্তারা বলেন, বঙ্গবন্ধুর আদর্শ নতুন প্রজন্মের মধ্যে ছড়িয়ে দিতে হবে। <box>4 181 228 198</box>
paragraph: সরেজমিনে দেখা যায়, মতিঝিল, কারওয়ান বাজার, ফার্মগেট, মিরপুর ও উত্তরা এলাকায় সকাল থেকেই মানুষের ভিড়। অফিস-আদালত খুলে যাওয়ায় কর্মমুখী মানুষের চাপ বেড়েছে। অনেক মোড়ে দীর্ঘ যানজটের সৃষ্টি হয়। <box>320 156 420 179</box>
page-number: ১১ <box>601 5 627 27</box>
article-accounts <box>234 846 314 982</box>
paragraph: [প্রথম পৃষ্ঠার পর] দেশের বিভিন্ন স্থানে লকডাউন শিথিলের পর চিরচেনা রূপে ফিরেছে রাজধানী। সড়কে বেড়েছে যানবাহনের চাপ। গণপরিবহনে যাত্রীদের ভিড় দেখা গেছে। তবে অনেকেই স্বাস্থ্যবিধি মানছেন না। <box>320 133 420 155</box>
article-body <box>526 49 646 229</box>
logo-part-2: প্রতিদিন <box>69 10 124 30</box>
headline: ২৮ আগস্ট থেকে মৎস্য সপ্তাহ শুরু <box>236 38 312 57</box>
article-hajj <box>320 764 418 982</box>
paragraph: [শেষ পৃষ্ঠার পর] দেশের তৈরি পোশাক খাতে রপ্তানি আয় বেড়েছে। রপ্তানি উন্নয়ন ব্যুরোর তথ্য অনুযায়ী, চলতি অর্থবছরের প্রথম মাসে পোশাক রপ্তানি আগের বছরের একই সময়ের তুলনায় বেড়েছে। <box>4 799 228 811</box>
article-death-anniversary <box>424 244 520 344</box>
article-body <box>4 510 228 572</box>
column-divider <box>316 38 317 982</box>
paragraph: খনির ব্যবস্থাপনা পরিচালক বলেন, স্বাস্থ্যবিধি নিশ্চিত করে যত দ্রুত সম্ভব আবার উৎপাদন শুরু করা হবে। শ্রমিকদের টিকা দেওয়ার ব্যবস্থা করা হচ্ছে। এ ছাড়া খনি এলাকায় আইসোলেশন সেন্টার স্থাপন করা হয়েছে। <box>526 90 646 108</box>
weekday: বৃহস্পতিবার <box>480 6 508 13</box>
divider <box>4 627 228 628</box>
paragraph: [প্রথম পৃষ্ঠার পর] বিস্ফোরণের ঘটনায় দুজন আহত হয়েছেন। তাঁদের স্থানীয় হাসপাতালে ভর্তি করা হয়েছে। পুলিশ ঘটনাস্থল পরিদর্শন করেছে এবং তদন্ত শুরু করেছে। <box>424 791 520 809</box>
article-body <box>234 67 314 226</box>
article-explosion <box>424 764 520 982</box>
logo-part-1: বাংলাদেশ <box>4 10 70 30</box>
divider <box>526 541 646 542</box>
paragraph: আগামী ২৮ আগস্ট থেকে ৩ সেপ্টেম্বর পর্যন্ত সারা দেশে জাতীয় মৎস্য সপ্তাহ পালিত হবে। মৎস্য ও প্রাণিসম্পদমন্ত্রী শ ম রেজাউল করিম এ তথ্য জানিয়েছেন। তিনি বলেন, এবারের প্রতিপাদ্য নির্ধারণ করা হয়েছে সমৃদ্ধ জলজ সম্পদ রক্ষায় সবাইকে এগিয়ে আসতে হবে। <box>234 120 314 154</box>
paragraph: [প্রথম পৃষ্ঠার পর] দেশের বিভিন্ন স্থানে লকডাউন শিথিলের পর চিরচেনা রূপে ফিরেছে রাজধানী। সড়কে বেড়েছে যানবাহনের চাপ। গণপরিবহনে যাত্রীদের ভিড় দেখা গেছে। তবে অনেকেই স্বাস্থ্যবিধি মানছেন না। <box>320 217 420 240</box>
paragraph: [শেষ পৃষ্ঠার পর] দেশের তৈরি পোশাক খাতে রপ্তানি আয় বেড়েছে। রপ্তানি উন্নয়ন ব্যুরোর তথ্য অনুযায়ী, চলতি অর্থবছরের প্রথম মাসে পোশাক রপ্তানি আগের বছরের একই সময়ের তুলনায় বেড়েছে। <box>4 875 228 887</box>
article-padma-bridge <box>4 630 228 770</box>
paragraph: [শেষ পৃষ্ঠার পর] খনির শ্রমিকরা বকেয়া বেতনের দাবিতে কর্মবিরতি পালন করছেন। খনি কর্তৃপক্ষ আলোচনার মাধ্যমে সমস্যা সমাধানের চেষ্টা চালাচ্ছে বলে জানা গেছে। <box>4 535 228 546</box>
logo-tagline: বাংলাদেশের সর্বাধিক প্রচারিত দৈনিক <box>4 2 81 8</box>
headline: দ্রুত শনিবার হচ্ছে সিদ্ধ <box>435 350 509 359</box>
byline: নিজস্ব প্রতিবেদক <box>234 58 263 64</box>
headline: মুক্তিযুদ্ধের স্মৃতি বিজড়িত বধ্যভূমি <box>246 314 302 333</box>
paragraph: [প্রথম পৃষ্ঠার পর] সংশ্লিষ্ট প্রতিষ্ঠানগুলোকে নির্ধারিত সময়ের মধ্যে আয়-ব্যয়ের হিসাব জমা দিতে বলা হয়েছে। অন্যথায় আইনানুগ ব্যবস্থা নেওয়া হবে বলে জানিয়েছে কর্তৃপক্ষ। <box>234 879 314 902</box>
paragraph: [শেষ পৃষ্ঠার পর] করোনার কারণে দীর্ঘদিন বন্ধ থাকার পর কমিউনিটি সেন্টারগুলোতে আবার বিয়ের অনুষ্ঠানের প্রস্তুতি শুরু হয়েছে। ব্যবসায়ীরা আশা করছেন, পরিস্থিতি স্বাভাবিক হলে ব্যবসা ঘুরে দাঁড়াবে। <box>320 616 417 639</box>
article-body <box>234 856 314 926</box>
article-war-memorial <box>234 314 314 734</box>
divider <box>526 697 646 698</box>
article-book-distribution <box>4 38 228 493</box>
paragraph: পুলিশ জানিয়েছে, স্বাস্থ্যবিধি মানা নিশ্চিত করতে ভ্রাম্যমাণ আদালতের অভিযান অব্যাহত থাকবে। দোকানপাট ও শপিং মলগুলোকে নির্দিষ্ট সময়সূচি মেনে চলার নির্দেশনা দেওয়া হয়েছে। <box>320 199 420 216</box>
article-body <box>424 774 520 882</box>
article-saturday <box>424 350 520 600</box>
article-coal-strike <box>4 499 228 625</box>
paragraph: এ ছাড়া ১৫ আগস্ট জাতীয় শোক দিবস উপলক্ষে মাসব্যাপী নানা কর্মসূচি গ্রহণ করা হয়েছে। এর মধ্যে রয়েছে আলোচনা সভা, রচনা প্রতিযোগিতা, চিত্রাঙ্কন প্রতিযোগিতা ও বৃক্ষরোপণ। স্বাস্থ্যবিধি মেনে সব কর্মসূচি পালন করা হবে বলে আয়োজকরা জানান। <box>4 81 228 93</box>
paragraph: [শেষ পৃষ্ঠার পর] ঐতিহ্যবাহী মঠটি সংস্কারের অভাবে জরাজীর্ণ হয়ে পড়েছে। প্রত্নতত্ত্ব অধিদফতরের পক্ষ থেকে মঠটি সংরক্ষণের উদ্যোগ নেওয়ার কথা জানানো হয়েছে। স্থানীয়রা দ্রুত সংস্কারের দাবি জানিয়েছেন। <box>526 802 646 819</box>
paragraph: খনির ব্যবস্থাপনা পরিচালক বলেন, স্বাস্থ্যবিধি নিশ্চিত করে যত দ্রুত সম্ভব আবার উৎপাদন শুরু করা হবে। শ্রমিকদের টিকা দেওয়ার ব্যবস্থা করা হচ্ছে। এ ছাড়া খনি এলাকায় আইসোলেশন সেন্টার স্থাপন করা হয়েছে। <box>526 211 646 229</box>
paragraph: [প্রথম পৃষ্ঠার পর] বিস্ফোরণের ঘটনায় দুজন আহত হয়েছেন। তাঁদের স্থানীয় হাসপাতালে ভর্তি করা হয়েছে। পুলিশ ঘটনাস্থল পরিদর্শন করেছে এবং তদন্ত শুরু করেছে। <box>424 773 520 790</box>
column-divider <box>420 764 421 982</box>
article-body <box>4 787 228 912</box>
paragraph: [অন্যান্য পৃষ্ঠার পর] মুক্তিযুদ্ধের সময় পাকিস্তানি হানাদার বাহিনী এখানে শত শত নিরীহ মানুষকে নির্মমভাবে হত্যা করে। স্বাধীনতার পাঁচ দশক পেরিয়ে গেলেও বধ্যভূমিটি সংরক্ষণে উল্লেখযোগ্য উদ্যোগ নেওয়া হয়নি বলে অভিযোগ এলাকাবাসীর। <box>234 333 314 361</box>
headline: হিসাব দিতে <box>255 846 293 855</box>
paragraph: [প্রথম পৃষ্ঠার পর] সরকারি সিদ্ধান্ত অনুযায়ী শনিবার থেকে সব ধরনের অফিস খোলা থাকবে। তবে স্বাস্থ্যবিধি মেনে চলার নির্দেশনা দেওয়া হয়েছে। মন্ত্রিপরিষদ বিভাগ থেকে এ-সংক্রান্ত প্রজ্ঞাপন জারি করা হয়েছে। <box>424 359 520 382</box>
paragraph: এলাকাবাসী জানান, প্রতিদিন দূর-দূরান্ত থেকে দর্শনার্থীরা মঠটি দেখতে আসেন। সঠিকভাবে সংরক্ষণ করা গেলে এটি পর্যটনকেন্দ্র হিসেবে গড়ে উঠতে পারে। <box>526 789 646 801</box>
headline: ৩৩৫ কোটির প্রকল্প <box>551 544 621 554</box>
paragraph: [প্রথম পৃষ্ঠার পর] একনেক সভায় ৩৩৫ কোটি টাকা ব্যয়ে নতুন উন্নয়ন প্রকল্পের অনুমোদন দেওয়া হয়েছে। প্রধানমন্ত্রী শেখ হাসিনার সভাপতিত্বে অনুষ্ঠিত সভায় প্রকল্পটি অনুমোদিত হয়। পরিকল্পনামন্ত্রী সাংবাদিকদের এ তথ্য জানান। <box>526 554 646 571</box>
article-body <box>320 49 420 300</box>
paragraph: [শেষ পৃষ্ঠার পর] ঐতিহ্যবাহী মঠটি সংস্কারের অভাবে জরাজীর্ণ হয়ে পড়েছে। প্রত্নতত্ত্ব অধিদফতরের পক্ষ থেকে মঠটি সংরক্ষণের উদ্যোগ নেওয়ার কথা জানানো হয়েছে। স্থানীয়রা দ্রুত সংস্কারের দাবি জানিয়েছেন। <box>526 740 646 757</box>
paragraph: [প্রথম পৃষ্ঠার পর] সরকারি সিদ্ধান্ত অনুযায়ী শনিবার থেকে সব ধরনের অফিস খোলা থাকবে। তবে স্বাস্থ্যবিধি মেনে চলার নির্দেশনা দেওয়া হয়েছে। মন্ত্রিপরিষদ বিভাগ থেকে এ-সংক্রান্ত প্রজ্ঞাপন জারি করা হয়েছে। <box>424 401 520 424</box>
article-wedding <box>320 606 520 756</box>
paragraph: বক্তারা আরও বলেন, মুজিববর্ষে প্রত্যেক শিক্ষার্থীর হাতে বঙ্গবন্ধুর জীবনী পৌঁছে দেওয়ার লক্ষ্যে এই কর্মসূচি নেওয়া হয়েছে। এ সময় স্থানীয় জনপ্রতিনিধি, শিক্ষক ও শিক্ষার্থীরা উপস্থিত ছিলেন। পরে বঙ্গবন্ধু ও পরিবারের শহীদ সদস্যদের আত্মার মাগফিরাত কামনায় দোয়া করা হয়। <box>4 156 228 167</box>
paragraph: [শেষ পৃষ্ঠার পর] ঐতিহ্যবাহী মঠটি সংস্কারের অভাবে জরাজীর্ণ হয়ে পড়েছে। প্রত্নতত্ত্ব অধিদফতরের পক্ষ থেকে মঠটি সংরক্ষণের উদ্যোগ নেওয়ার কথা জানানো হয়েছে। স্থানীয়রা দ্রুত সংস্কারের দাবি জানিয়েছেন। <box>526 709 646 726</box>
paragraph: [প্রথম পৃষ্ঠার পর] সরকারি সিদ্ধান্ত অনুযায়ী শনিবার থেকে সব ধরনের অফিস খোলা থাকবে। তবে স্বাস্থ্যবিধি মেনে চলার নির্দেশনা দেওয়া হয়েছে। মন্ত্রিপরিষদ বিভাগ থেকে এ-সংক্রান্ত প্রজ্ঞাপন জারি করা হয়েছে। <box>424 443 520 466</box>
paragraph: এ ছাড়া ১৫ আগস্ট জাতীয় শোক দিবস উপলক্ষে মাসব্যাপী নানা কর্মসূচি গ্রহণ করা হয়েছে। এর মধ্যে রয়েছে আলোচনা সভা, রচনা প্রতিযোগিতা, চিত্রাঙ্কন প্রতিযোগিতা ও বৃক্ষরোপণ। স্বাস্থ্যবিধি মেনে সব কর্মসূচি পালন করা হবে বলে আয়োজকরা জানান। <box>4 168 228 180</box>
